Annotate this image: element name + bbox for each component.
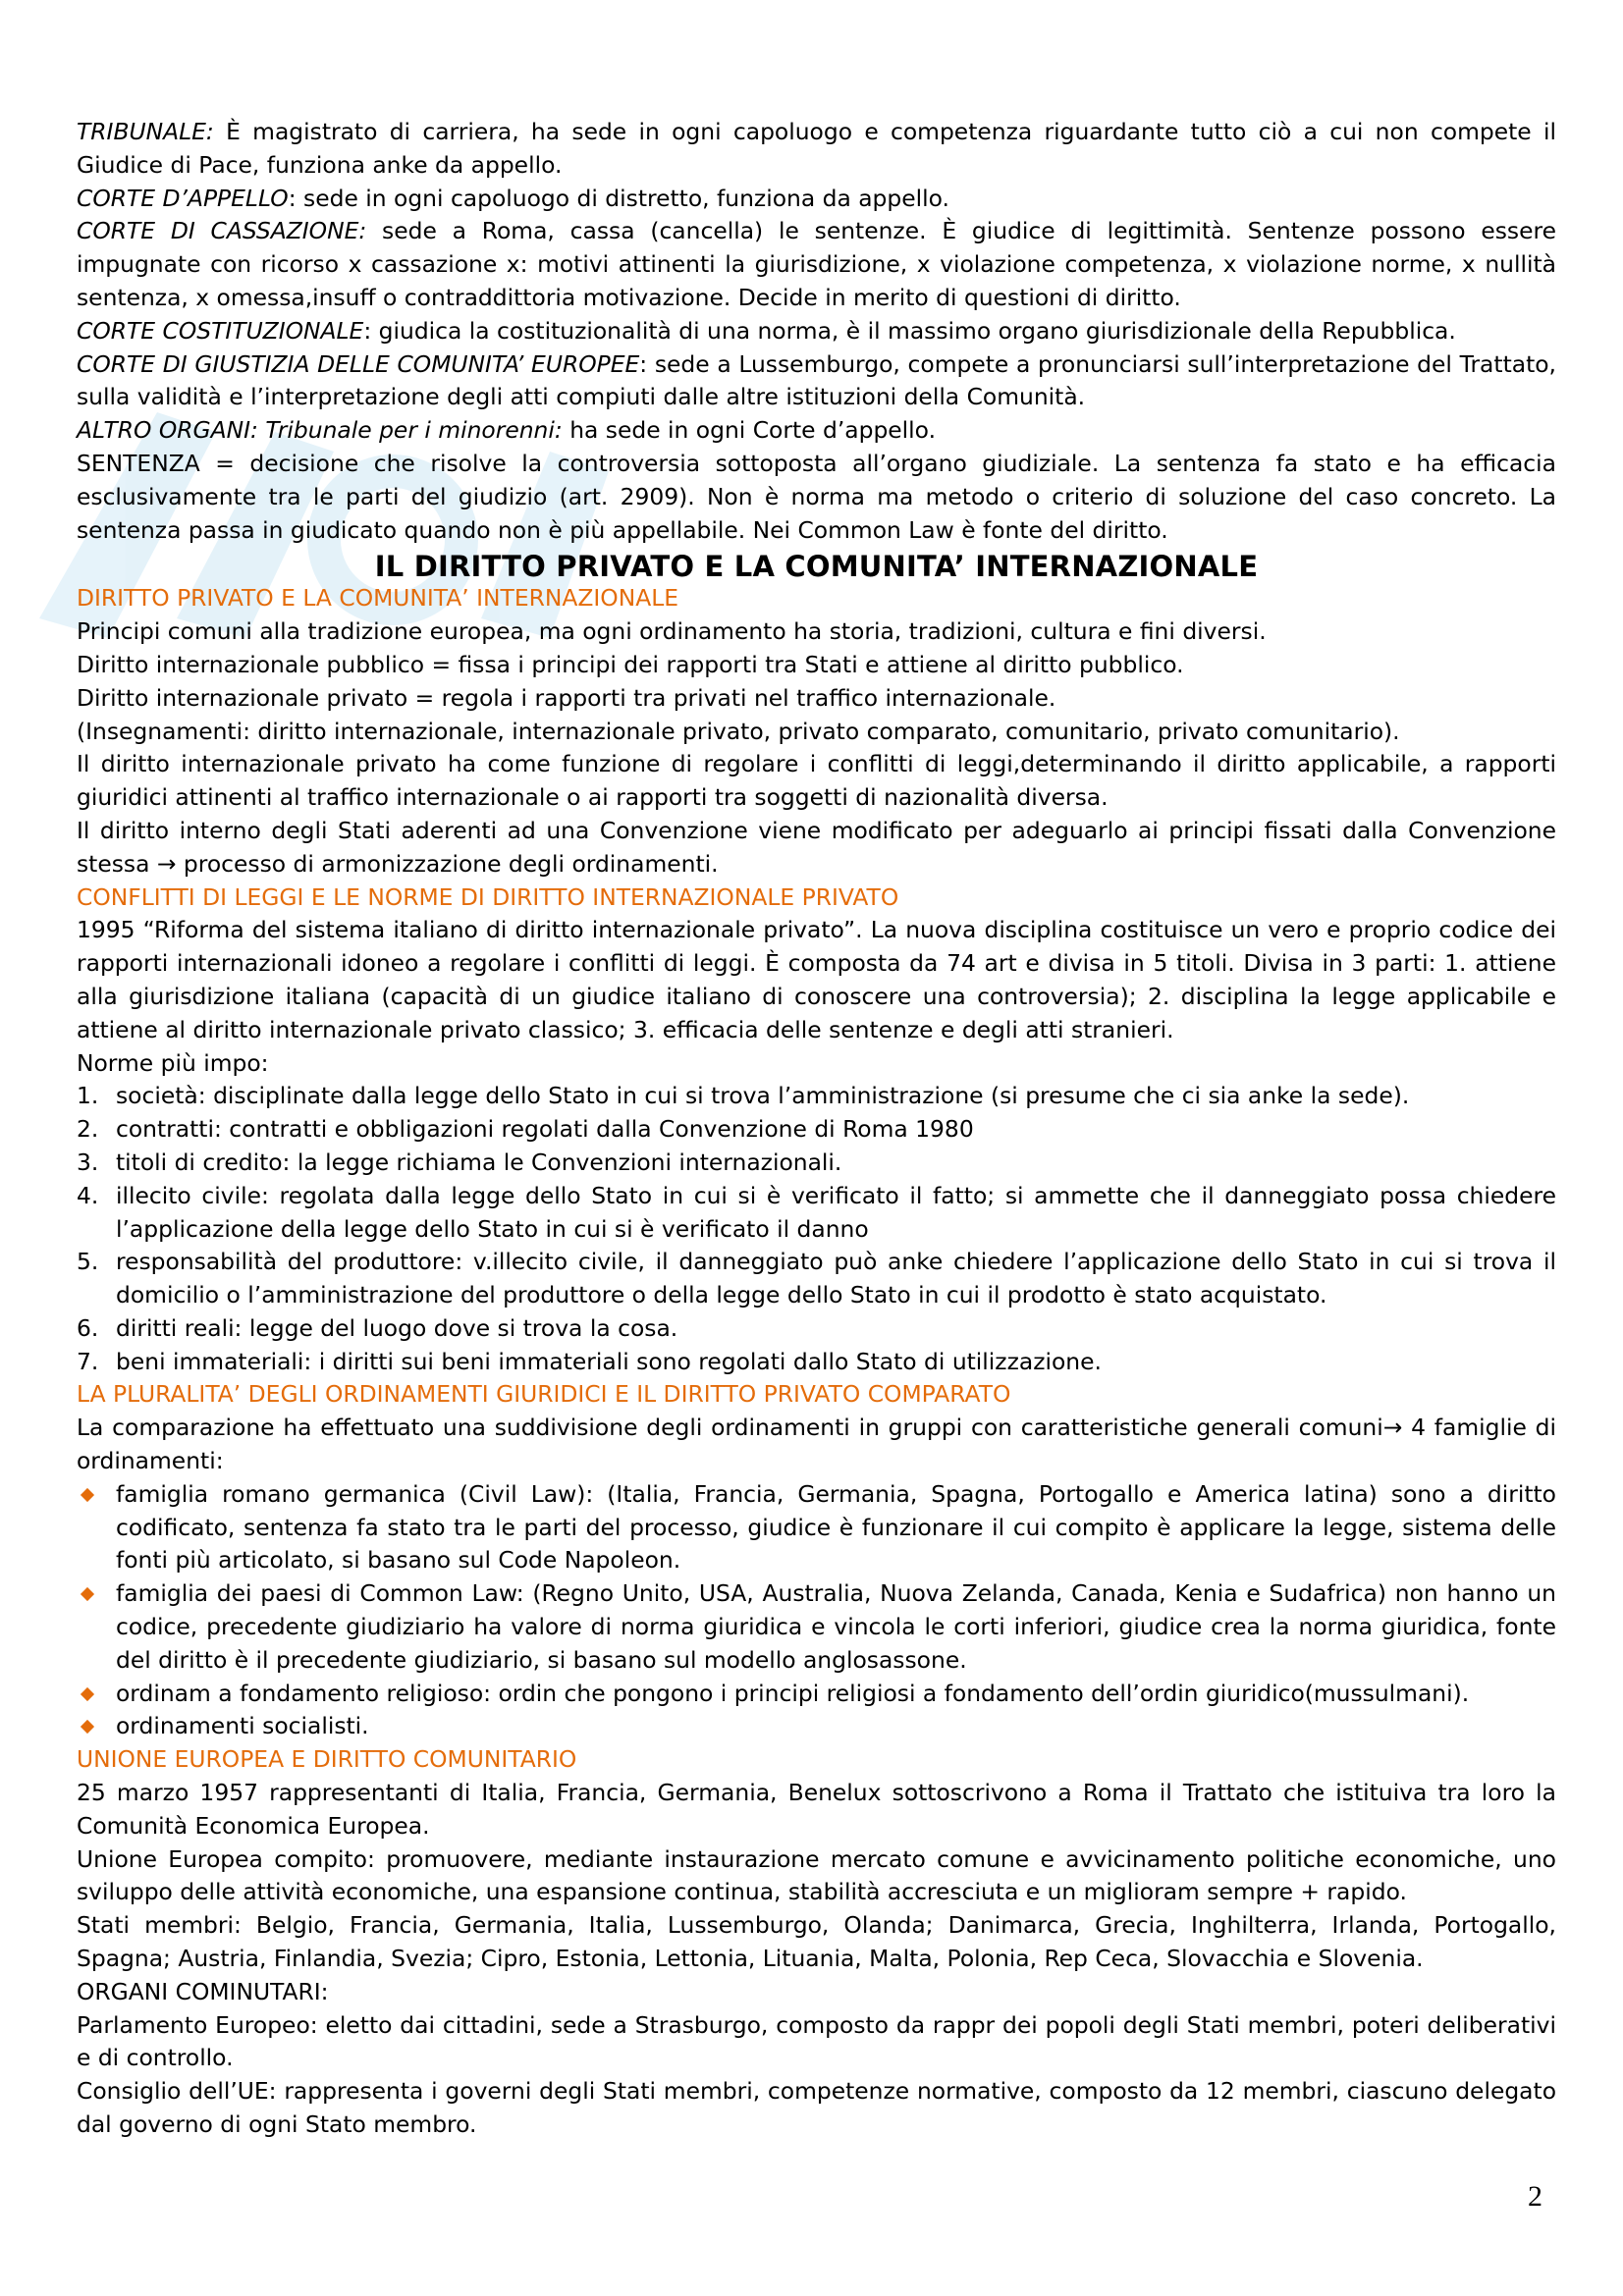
paragraph: 25 marzo 1957 rappresentanti di Italia, Francia, Germania, Benelux sottoscrivono a Roma il Trattato che istituiva tra loro la Comunità Economica Europea.: [77, 1779, 1556, 1840]
main-title: IL DIRITTO PRIVATO E LA COMUNITA’ INTERNAZIONALE: [374, 550, 1259, 584]
page-number: 2: [1528, 2180, 1542, 2213]
list-item: [77, 1113, 1556, 1147]
list-number: 2.: [77, 1115, 99, 1144]
list-text: ordinamenti socialisti.: [116, 1712, 369, 1740]
list-text: società: disciplinate dalla legge dello Stato in cui si trova l’amministrazione (si presume che ci sia anke la sede).: [116, 1082, 1410, 1110]
list-text: ordinam a fondamento religioso: ordin che pongono i principi religiosi a fondamento dell’ordin giuridico(mussulmani).: [116, 1679, 1470, 1707]
list-item: [77, 1080, 1556, 1113]
court-altro: [77, 414, 1556, 448]
court-costituzionale: [77, 315, 1556, 348]
paragraph: ORGANI COMINUTARI:: [77, 1977, 329, 2005]
section-heading: LA PLURALITA’ DEGLI ORDINAMENTI GIURIDICI E IL DIRITTO PRIVATO COMPARATO: [77, 1380, 1011, 1409]
paragraph: Parlamento Europeo: eletto dai cittadini, sede a Strasburgo, composto da rappr dei popoli degli Stati membri, poteri deliberativi e di controllo.: [77, 2010, 1556, 2072]
section-heading: DIRITTO PRIVATO E LA COMUNITA’ INTERNAZIONALE: [77, 584, 679, 613]
list-item: [77, 1312, 1556, 1346]
list-text: responsabilità del produttore: v.illecito civile, il danneggiato può anke chiedere l’applicazione dello Stato in cui si trova il domicilio o l’amministrazione del produttore o della legge dello Stato in cui il prodotto è stato acquistato.: [116, 1248, 1556, 1309]
diamond-bullet-icon: [81, 1687, 94, 1701]
court-appello: [77, 183, 1556, 216]
list-text: beni immateriali: i diritti sui beni immateriali sono regolati dallo Stato di utilizzazione.: [116, 1347, 1102, 1375]
court-label: CORTE DI CASSAZIONE:: [77, 217, 367, 245]
list-number: 7.: [77, 1347, 99, 1375]
court-text: sede a Roma, cassa (cancella) le sentenze. È giudice di legittimità. Sentenze possono essere impugnate con ricorso x cassazione x: motivi attinenti la giurisdizione, x violazione competenza, x violazione norme, x nullità sentenza, x omessa,insuff o contraddittoria motivazione. Decide in merito di questioni di diritto.: [77, 217, 1557, 311]
list-item: [77, 1478, 1556, 1577]
sentenza-paragraph: SENTENZA = decisione che risolve la controversia sottoposta all’organo giudiziale. La sentenza fa stato e ha efficacia esclusivamente tra le parti del giudizio (art. 2909). Non è norma ma metodo o criterio di soluzione del caso concreto. La sentenza passa in giudicato quando non è più appellabile. Nei Common Law è fonte del diritto.: [77, 449, 1556, 544]
section-heading: UNIONE EUROPEA E DIRITTO COMUNITARIO: [77, 1745, 577, 1774]
document-page: [77, 116, 1556, 2142]
list-item: [77, 1346, 1556, 1379]
list-number: 5.: [77, 1248, 99, 1276]
paragraph: 1995 “Riforma del sistema italiano di diritto internazionale privato”. La nuova disciplina costituisce un vero e proprio codice dei rapporti internazionali idoneo a regolare i conflitti di leggi. È composta da 74 art e divisa in 5 titoli. Divisa in 3 parti: 1. attiene alla giurisdizione italiana (capacità di un giudice italiano di conoscere una controversia); 2. disciplina la legge applicabile e attiene al diritto internazionale privato classico; 3. efficacia delle sentenze e degli atti stranieri.: [77, 916, 1556, 1043]
court-giustizia-ue: [77, 348, 1556, 415]
list-text: contratti: contratti e obbligazioni regolati dalla Convenzione di Roma 1980: [116, 1115, 974, 1144]
paragraph: Norme più impo:: [77, 1048, 269, 1077]
court-text: : sede in ogni capoluogo di distretto, funziona da appello.: [288, 184, 949, 212]
court-text: ha sede in ogni Corte d’appello.: [562, 416, 937, 445]
list-text: famiglia romano germanica (Civil Law): (Italia, Francia, Germania, Spagna, Portogallo e America latina) sono a diritto codificato, sentenza fa stato tra le parti del processo, giudice è funzionare il cui compito è applicare la legge, sistema delle fonti più articolato, si basano sul Code Napoleon.: [116, 1479, 1556, 1575]
paragraph: Diritto internazionale privato = regola i rapporti tra privati nel traffico internazionale.: [77, 683, 1056, 712]
court-text: : giudica la costituzionalità di una norma, è il massimo organo giurisdizionale della Repubblica.: [363, 316, 1456, 345]
paragraph: Principi comuni alla tradizione europea, ma ogni ordinamento ha storia, tradizioni, cultura e fini diversi.: [77, 617, 1267, 646]
paragraph: (Insegnamenti: diritto internazionale, internazionale privato, privato comparato, comunitario, privato comunitario).: [77, 717, 1400, 745]
list-text: titoli di credito: la legge richiama le Convenzioni internazionali.: [116, 1148, 842, 1176]
list-item: [77, 1678, 1556, 1711]
list-text: famiglia dei paesi di Common Law: (Regno Unito, USA, Australia, Nuova Zelanda, Canada, Kenia e Sudafrica) non hanno un codice, precedente giudiziario ha valore di norma giuridica e vincola le corti inferiori, giudice crea la norma giuridica, fonte del diritto è il precedente giudiziario, si basano sul modello anglosassone.: [116, 1579, 1556, 1674]
court-text: È magistrato di carriera, ha sede in ogni capoluogo e competenza riguardante tutto ciò a cui non compete il Giudice di Pace, funziona anke da appello.: [77, 118, 1556, 179]
diamond-bullet-icon: [81, 1587, 94, 1601]
court-label: CORTE COSTITUZIONALE: [77, 316, 364, 345]
court-label: ALTRO ORGANI: Tribunale per i minorenni:: [77, 416, 563, 445]
diamond-bullet-icon: [81, 1488, 94, 1502]
paragraph: Consiglio dell’UE: rappresenta i governi degli Stati membri, competenze normative, composto da 12 membri, ciascuno delegato dal governo di ogni Stato membro.: [77, 2077, 1556, 2139]
list-item: [77, 1147, 1556, 1180]
norme-list: [77, 1080, 1556, 1378]
paragraph: Stati membri: Belgio, Francia, Germania, Italia, Lussemburgo, Olanda; Danimarca, Grecia, Inghilterra, Irlanda, Portogallo, Spagna; Austria, Finlandia, Svezia; Cipro, Estonia, Lettonia, Lituania, Malta, Polonia, Rep Ceca, Slovacchia e Slovenia.: [77, 1911, 1556, 1973]
famiglie-list: [77, 1478, 1556, 1743]
court-cassazione: [77, 215, 1556, 314]
court-text: : sede a Lussemburgo, compete a pronunciarsi sull’interpretazione del Trattato, sulla validità e l’interpretazione degli atti compiuti dalle altre istituzioni della Comunità.: [77, 349, 1556, 411]
list-item: [77, 1180, 1556, 1247]
paragraph: Unione Europea compito: promuovere, mediante instaurazione mercato comune e avvicinamento politiche economiche, uno sviluppo delle attività economiche, una espansione continua, stabilità accresciuta e un miglioram sempre + rapido.: [77, 1844, 1556, 1906]
list-number: 3.: [77, 1148, 99, 1176]
court-label: CORTE DI GIUSTIZIA DELLE COMUNITA’ EUROPEE: [77, 349, 640, 378]
list-number: 6.: [77, 1313, 99, 1342]
diamond-bullet-icon: [81, 1720, 94, 1734]
list-number: 4.: [77, 1181, 99, 1209]
court-label: TRIBUNALE:: [77, 118, 214, 145]
list-text: illecito civile: regolata dalla legge dello Stato in cui si è verificato il fatto; si ammette che il danneggiato possa chiedere l’applicazione della legge dello Stato in cui si è verificato il danno: [116, 1181, 1556, 1243]
court-label: CORTE D’APPELLO: [77, 184, 289, 212]
list-item: [77, 1577, 1556, 1677]
list-number: 1.: [77, 1082, 99, 1110]
list-item: [77, 1246, 1556, 1312]
paragraph: Diritto internazionale pubblico = fissa i principi dei rapporti tra Stati e attiene al diritto pubblico.: [77, 650, 1184, 678]
court-tribunale: [77, 116, 1556, 183]
section-heading: CONFLITTI DI LEGGI E LE NORME DI DIRITTO INTERNAZIONALE PRIVATO: [77, 882, 899, 911]
list-item: [77, 1710, 1556, 1743]
list-text: diritti reali: legge del luogo dove si trova la cosa.: [116, 1313, 678, 1342]
paragraph: Il diritto interno degli Stati aderenti ad una Convenzione viene modificato per adeguarlo ai principi fissati dalla Convenzione stessa → processo di armonizzazione degli ordinamenti.: [77, 816, 1556, 878]
paragraph: La comparazione ha effettuato una suddivisione degli ordinamenti in gruppi con caratteristiche generali comuni→ 4 famiglie di ordinamenti:: [77, 1414, 1556, 1475]
paragraph: Il diritto internazionale privato ha come funzione di regolare i conflitti di leggi,determinando il diritto applicabile, a rapporti giuridici attinenti al traffico internazionale o ai rapporti tra soggetti di nazionalità diversa.: [77, 750, 1556, 812]
